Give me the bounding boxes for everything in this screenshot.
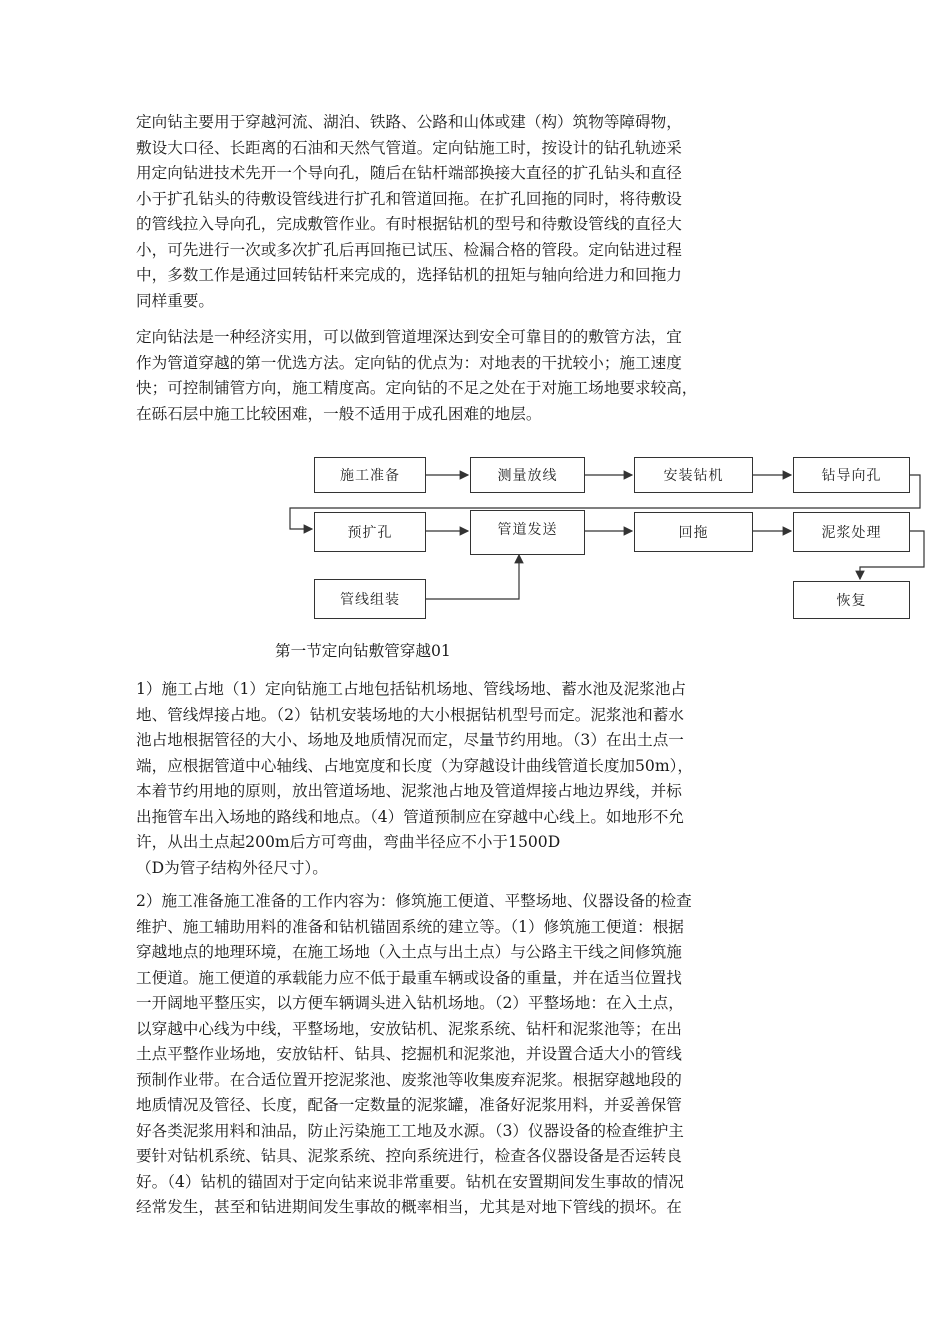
node-label: 预扩孔 (347, 525, 393, 541)
process-flowchart (280, 445, 940, 635)
text-line: 许，从出土点起200m后方可弯曲，弯曲半径应不小于1500D (136, 833, 561, 851)
paragraph-site-occupation (136, 677, 826, 881)
flow-node-pilot (793, 457, 910, 493)
text-line: 同样重要。 (136, 291, 214, 310)
node-label: 回拖 (678, 525, 709, 541)
flow-node-install (634, 457, 753, 493)
text-line: 地质情况及管径、长度，配备一定数量的泥浆罐，准备好泥浆用料，并妥善保管 (136, 1096, 682, 1114)
text-line: 一开阔地平整压实，以方便车辆调头进入钻机场地。（2）平整场地：在入土点， (136, 994, 684, 1012)
arrow-assemble-pipefeed (426, 555, 519, 599)
text-line: 地、管线焊接占地。（2）钻机安装场地的大小根据钻机型号而定。泥浆池和蓄水 (136, 705, 684, 724)
text-line: 经常发生，甚至和钻进期间发生事故的概率相当，尤其是对地下管线的损坏。在 (136, 1198, 682, 1216)
text-line: 中，多数工作是通过回转钻杆来完成的，选择钻机的扭矩与轴向给进力和回拖力 (136, 266, 682, 284)
text-line: 以穿越中心线为中线，平整场地，安放钻机、泥浆系统、钻杆和泥浆池等；在出 (136, 1019, 682, 1038)
flow-node-pipefeed (470, 510, 585, 555)
figure-caption: 第一节定向钻敷管穿越01 (275, 642, 451, 660)
flow-node-restore (793, 581, 910, 619)
text-line: 2）施工准备施工准备的工作内容为：修筑施工便道、平整场地、仪器设备的检查 (136, 892, 692, 910)
node-label: 恢复 (836, 593, 867, 609)
text-line: 端，应根据管道中心轴线、占地宽度和长度（为穿越设计曲线管道长度加50m）， (136, 756, 694, 775)
text-line: 预制作业带。在合适位置开挖泥浆池、废浆池等收集废弃泥浆。根据穿越地段的 (136, 1070, 682, 1089)
text-line: 的管线拉入导向孔，完成敷管作业。有时根据钻机的型号和待敷设管线的直径大 (136, 215, 682, 233)
text-line: 定向钻主要用于穿越河流、湖泊、铁路、公路和山体或建（构）筑物等障碍物， (136, 113, 682, 131)
flow-node-pullback (634, 512, 753, 552)
flow-node-prep (314, 457, 426, 493)
node-label: 泥浆处理 (821, 525, 882, 541)
paragraph-method (136, 325, 826, 427)
flow-node-survey (470, 457, 585, 493)
text-line: 出拖管车出入场地的路线和地点。（4）管道预制应在穿越中心线上。如地形不允 (136, 807, 684, 826)
node-label: 安装钻机 (663, 468, 724, 484)
text-line: 穿越地点的地理环境，在施工场地（入土点与出土点）与公路主干线之间修筑施 (136, 943, 682, 961)
node-label: 施工准备 (340, 468, 400, 484)
node-label: 管道发送 (497, 522, 558, 538)
node-label: 测量放线 (497, 468, 558, 484)
text-line: 土点平整作业场地，安放钻杆、钻具、挖掘机和泥浆池，并设置合适大小的管线 (136, 1045, 682, 1063)
text-line: 1）施工占地（1）定向钻施工占地包括钻机场地、管线场地、蓄水池及泥浆池占 (136, 680, 687, 698)
flow-node-mud (793, 512, 910, 552)
flow-node-prebore (314, 512, 426, 552)
text-line: 敷设大口径、长距离的石油和天然气管道。定向钻施工时，按设计的钻孔轨迹采 (136, 138, 682, 157)
text-line: 快；可控制铺管方向，施工精度高。定向钻的不足之处在于对施工场地要求较高， (136, 379, 698, 397)
text-line: 定向钻法是一种经济实用，可以做到管道埋深达到安全可靠目的的敷管方法，宜 (136, 328, 682, 346)
text-line: 在砾石层中施工比较困难，一般不适用于成孔困难的地层。 (136, 404, 542, 423)
paragraph-construction-prep (136, 889, 826, 1221)
flow-node-assemble (314, 579, 426, 619)
text-line: 好。（4）钻机的锚固对于定向钻来说非常重要。钻机在安置期间发生事故的情况 (136, 1172, 684, 1191)
text-line: （D为管子结构外径尺寸）。 (136, 858, 328, 877)
text-line: 小，可先进行一次或多次扩孔后再回拖已试压、检漏合格的管段。定向钻进过程 (136, 240, 682, 259)
text-line: 工便道。施工便道的承载能力应不低于最重车辆或设备的重量，并在适当位置找 (136, 968, 682, 987)
text-line: 要针对钻机系统、钻具、泥浆系统、控向系统进行，检查各仪器设备是否运转良 (136, 1147, 682, 1165)
text-line: 作为管道穿越的第一优选方法。定向钻的优点为：对地表的干扰较小；施工速度 (136, 353, 682, 372)
node-label: 管线组装 (340, 592, 400, 608)
text-line: 好各类泥浆用料和油品，防止污染施工工地及水源。（3）仪器设备的检查维护主 (136, 1121, 684, 1140)
text-line: 维护、施工辅助用料的准备和钻机锚固系统的建立等。（1）修筑施工便道：根据 (136, 917, 684, 936)
text-line: 用定向钻进技术先开一个导向孔，随后在钻杆端部换接大直径的扩孔钻头和直径 (136, 164, 682, 182)
text-line: 本着节约用地的原则，放出管道场地、泥浆池占地及管道焊接占地边界线，并标 (136, 782, 682, 800)
text-line: 池占地根据管径的大小、场地及地质情况而定，尽量节约用地。（3）在出土点一 (136, 731, 684, 749)
node-label: 钻导向孔 (821, 468, 882, 484)
paragraph-intro (136, 110, 826, 314)
text-line: 小于扩孔钻头的待敷设管线进行扩孔和管道回拖。在扩孔回拖的同时，将待敷设 (136, 189, 682, 208)
